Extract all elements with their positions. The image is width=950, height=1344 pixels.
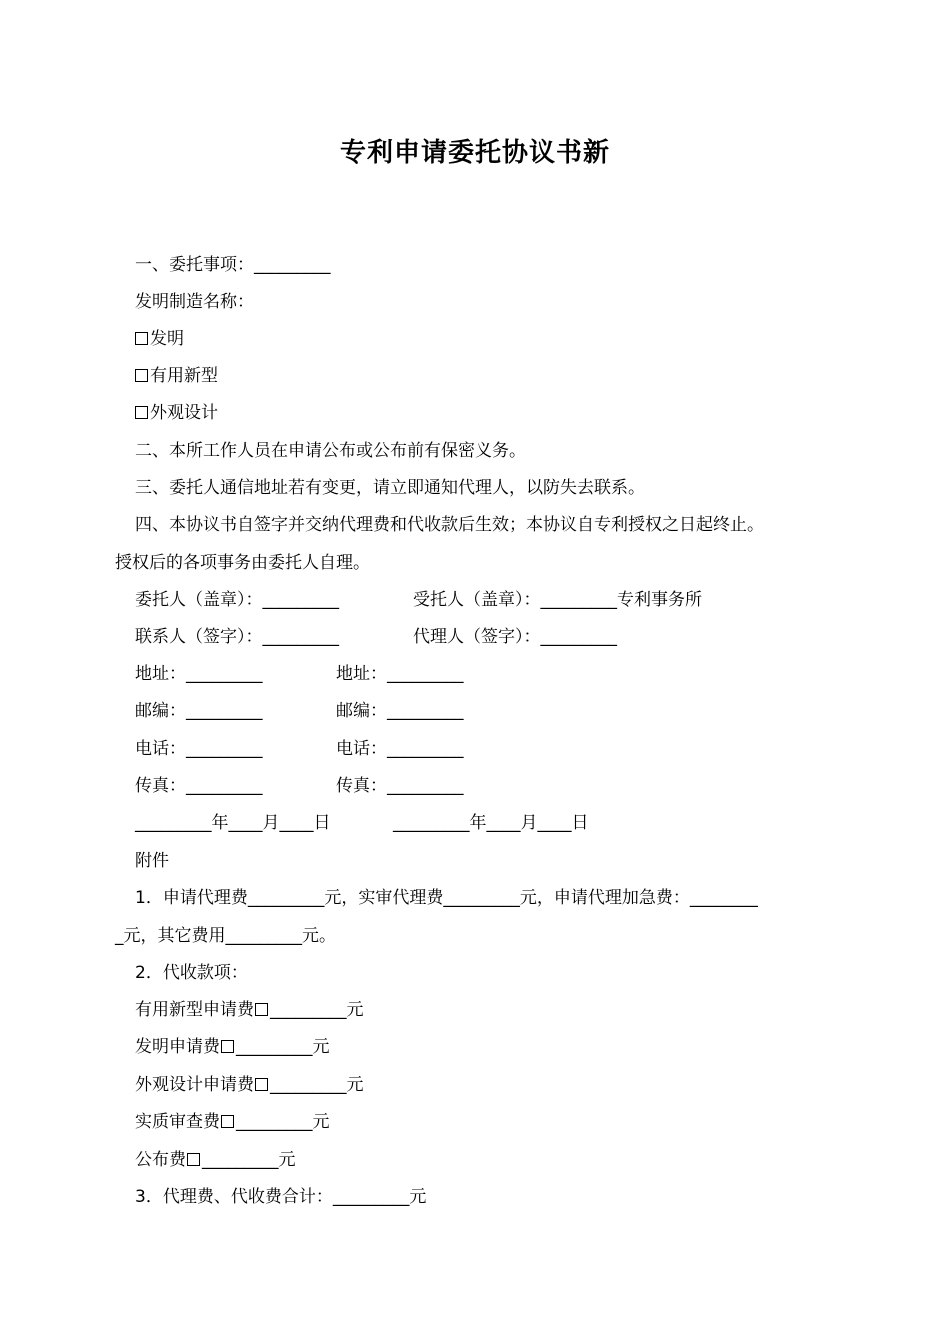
attachment-1-agency-fees: 1．申请代理费_________元，实审代理费_________元，申请代理加急费：________ — [135, 888, 758, 908]
client-address-field: 地址：_________ — [135, 664, 263, 684]
item-3-address-change: 三、委托人通信地址若有变更，请立即通知代理人，以防失去联系。 — [135, 478, 645, 498]
item-1-entrust-matter: 一、委托事项：_________ — [135, 255, 331, 275]
checkbox-icon[interactable] — [221, 1040, 234, 1053]
fee-design — [135, 1073, 364, 1097]
checkbox-icon[interactable] — [187, 1153, 200, 1166]
attachment-3-total: 3．代理费、代收费合计：_________元 — [135, 1187, 427, 1207]
fee-label: 发明申请费 — [135, 1037, 220, 1057]
attachment-heading: 附件 — [135, 851, 169, 871]
agent-phone-field: 电话：_________ — [336, 739, 464, 759]
agent-signature-field: 代理人（签字）：_________ — [413, 627, 617, 647]
agent-date-field: _________年____月____日 — [393, 813, 589, 833]
fee-amount: _________元 — [202, 1150, 296, 1170]
fee-label: 公布费 — [135, 1150, 186, 1170]
checkbox-label: 有用新型 — [150, 366, 218, 386]
fee-amount: _________元 — [270, 1075, 364, 1095]
checkbox-option-invention[interactable] — [134, 327, 184, 351]
client-zip-field: 邮编：_________ — [135, 701, 263, 721]
agent-fax-field: 传真：_________ — [336, 776, 464, 796]
client-seal-field: 委托人（盖章）：_________ — [135, 590, 339, 610]
agent-seal-field: 受托人（盖章）：_________专利事务所 — [413, 590, 702, 610]
attachment-1-continued: _元，其它费用_________元。 — [115, 926, 336, 946]
fee-amount: _________元 — [236, 1112, 330, 1132]
fee-utility-model — [135, 998, 364, 1022]
fee-invention — [135, 1035, 330, 1059]
checkbox-icon[interactable] — [255, 1003, 268, 1016]
checkbox-label: 发明 — [150, 329, 184, 349]
checkbox-icon[interactable] — [255, 1078, 268, 1091]
document-title: 专利申请委托协议书新 — [339, 138, 610, 168]
checkbox-icon[interactable] — [135, 369, 148, 382]
fee-publication — [135, 1148, 296, 1172]
client-date-field: _________年____月____日 — [135, 813, 331, 833]
agent-zip-field: 邮编：_________ — [336, 701, 464, 721]
fee-label: 外观设计申请费 — [135, 1075, 254, 1095]
fee-amount: _________元 — [270, 1000, 364, 1020]
fee-label: 有用新型申请费 — [135, 1000, 254, 1020]
checkbox-icon[interactable] — [221, 1115, 234, 1128]
attachment-2-collected-items: 2．代收款项： — [135, 963, 248, 983]
client-fax-field: 传真：_________ — [135, 776, 263, 796]
item-4-continued: 授权后的各项事务由委托人自理。 — [115, 553, 370, 573]
agent-address-field: 地址：_________ — [336, 664, 464, 684]
client-phone-field: 电话：_________ — [135, 739, 263, 759]
checkbox-icon[interactable] — [135, 406, 148, 419]
fee-amount: _________元 — [236, 1037, 330, 1057]
checkbox-label: 外观设计 — [150, 403, 218, 423]
item-4-effective-terms: 四、本协议书自签字并交纳代理费和代收款后生效；本协议自专利授权之日起终止。 — [135, 515, 764, 535]
fee-substantive-exam — [135, 1110, 330, 1134]
contact-signature-field: 联系人（签字）：_________ — [135, 627, 339, 647]
fee-label: 实质审查费 — [135, 1112, 220, 1132]
checkbox-icon[interactable] — [135, 332, 148, 345]
checkbox-option-utility-model[interactable] — [134, 364, 218, 388]
item-2-confidentiality: 二、本所工作人员在申请公布或公布前有保密义务。 — [135, 441, 526, 461]
checkbox-option-design[interactable] — [134, 401, 218, 425]
invention-name-label: 发明制造名称： — [135, 292, 254, 312]
